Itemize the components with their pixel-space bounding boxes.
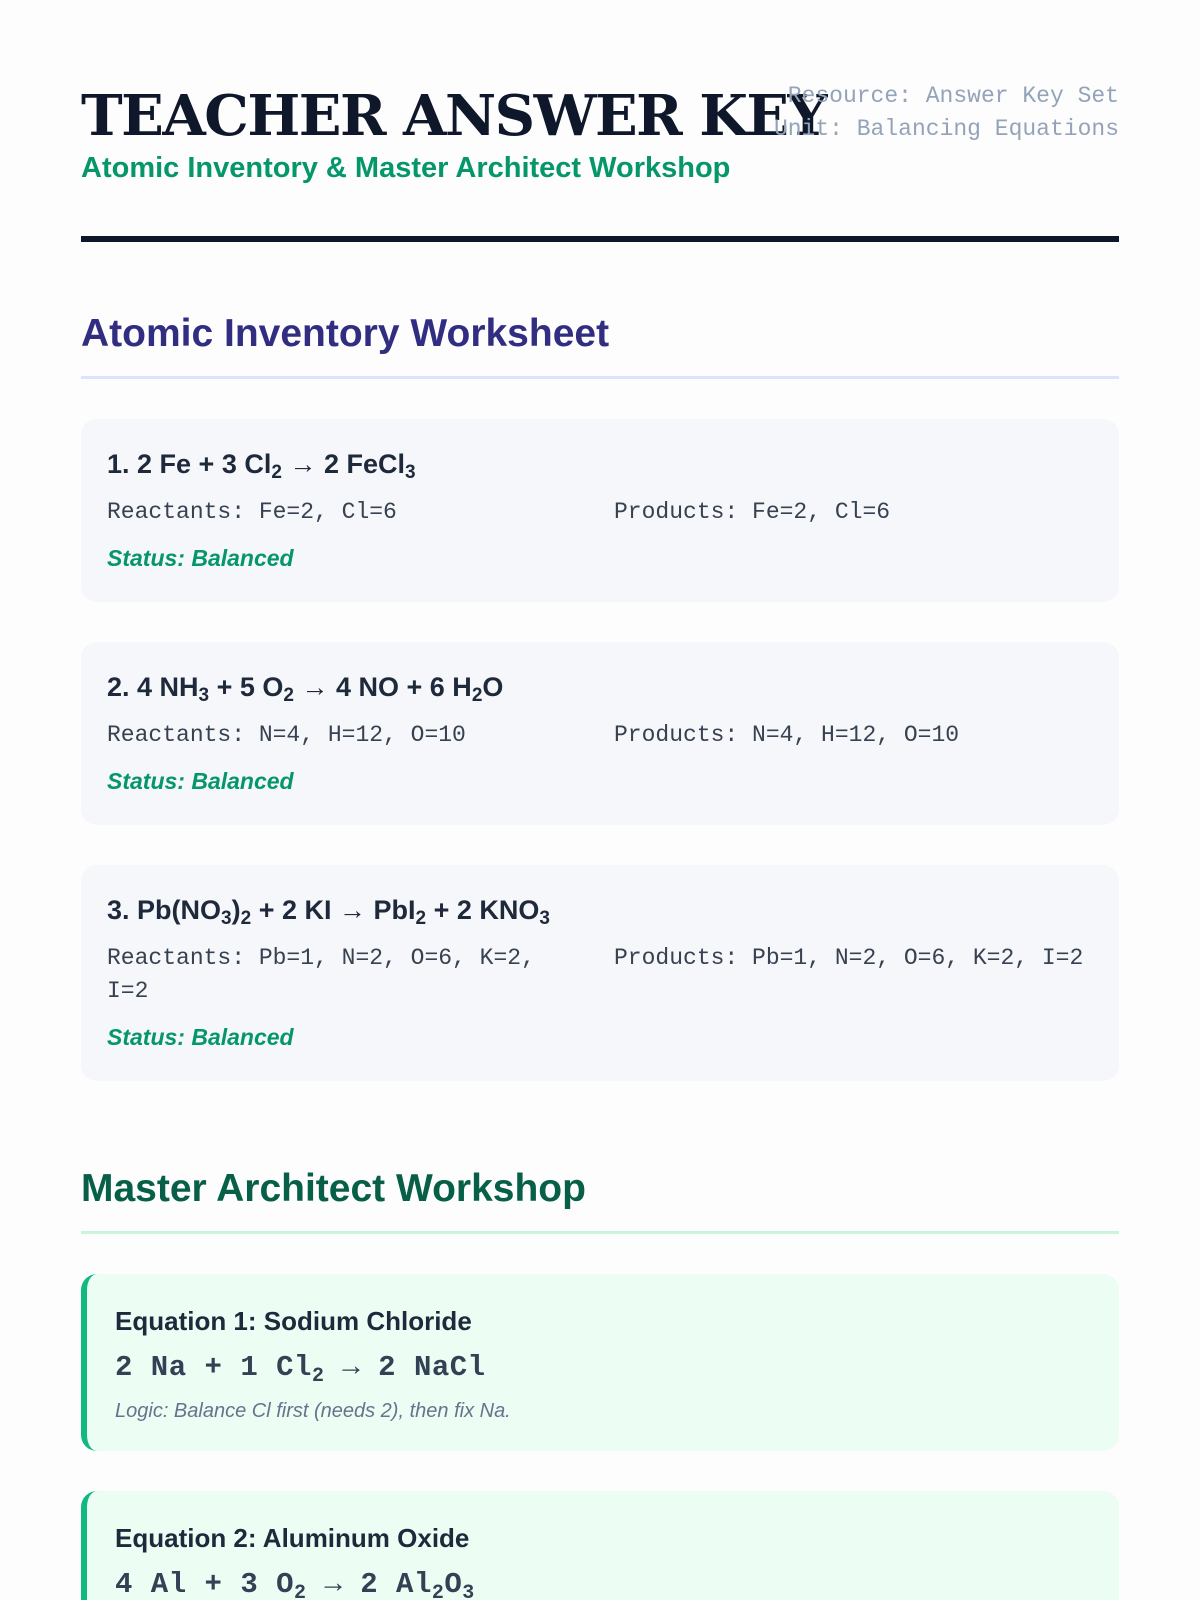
workshop-card: [81, 1491, 1119, 1600]
product-counts: Products: Fe=2, Cl=6: [614, 499, 891, 525]
resource-meta: [774, 80, 1119, 146]
equation: 2. 4 $NH_3 + 5$ $O_2 \to 4$ NO + 6 $H_2O$: [107, 672, 504, 706]
product-counts: Products: Pb=1, N=2, O=6, K=2, I=2: [614, 945, 1084, 971]
workshop-equation-title: Equation 1: Sodium Chloride: [115, 1306, 472, 1336]
page-header: [81, 0, 1119, 242]
status-label: Status: Balanced: [107, 545, 294, 571]
inventory-card: [81, 865, 1119, 1081]
equation: 3. $Pb(NO_3)_2 + 2$ KI → PbI$_2$ + 2 $KNO_3$: [107, 895, 550, 929]
page-subtitle: Atomic Inventory & Master Architect Workshop: [81, 152, 731, 184]
page-title: TEACHER ANSWER KEY: [81, 83, 827, 149]
workshop-list: [81, 1274, 1119, 1600]
inventory-card: [81, 419, 1119, 602]
atom-counts: [107, 719, 1093, 752]
workshop-card: [81, 1274, 1119, 1451]
workshop-section-title: Master Architect Workshop: [81, 1167, 1119, 1234]
unit-label: Unit: Balancing Equations: [773, 116, 1119, 142]
inventory-card: [81, 642, 1119, 825]
reactant-counts: Reactants: Pb=1, N=2, O=6, K=2, I=2: [107, 945, 535, 1004]
balanced-equation: 4 Al + 3 $O_2 \to 2$ $Al_2O_3$: [115, 1568, 475, 1600]
atom-counts: [107, 496, 1093, 529]
status-label: Status: Balanced: [107, 768, 294, 794]
resource-label: Resource: Answer Key Set: [787, 83, 1119, 109]
inventory-list: [81, 419, 1119, 1081]
reactant-counts: Reactants: N=4, H=12, O=10: [107, 722, 466, 748]
equation: 1. 2 Fe + 3 $Cl_2 \to 2$ FeCl$_3$: [107, 449, 416, 483]
product-counts: Products: N=4, H=12, O=10: [614, 722, 960, 748]
balanced-equation: 2 Na + 1 $Cl_2 \to 2$ NaCl: [115, 1351, 486, 1388]
inventory-section-title: Atomic Inventory Worksheet: [81, 312, 1119, 379]
workshop-equation-title: Equation 2: Aluminum Oxide: [115, 1523, 470, 1553]
logic-note: Logic: Balance Cl first (needs 2), then fix Na.: [115, 1400, 511, 1422]
atom-counts: [107, 942, 1093, 1008]
status-label: Status: Balanced: [107, 1024, 294, 1050]
reactant-counts: Reactants: Fe=2, Cl=6: [107, 499, 397, 525]
